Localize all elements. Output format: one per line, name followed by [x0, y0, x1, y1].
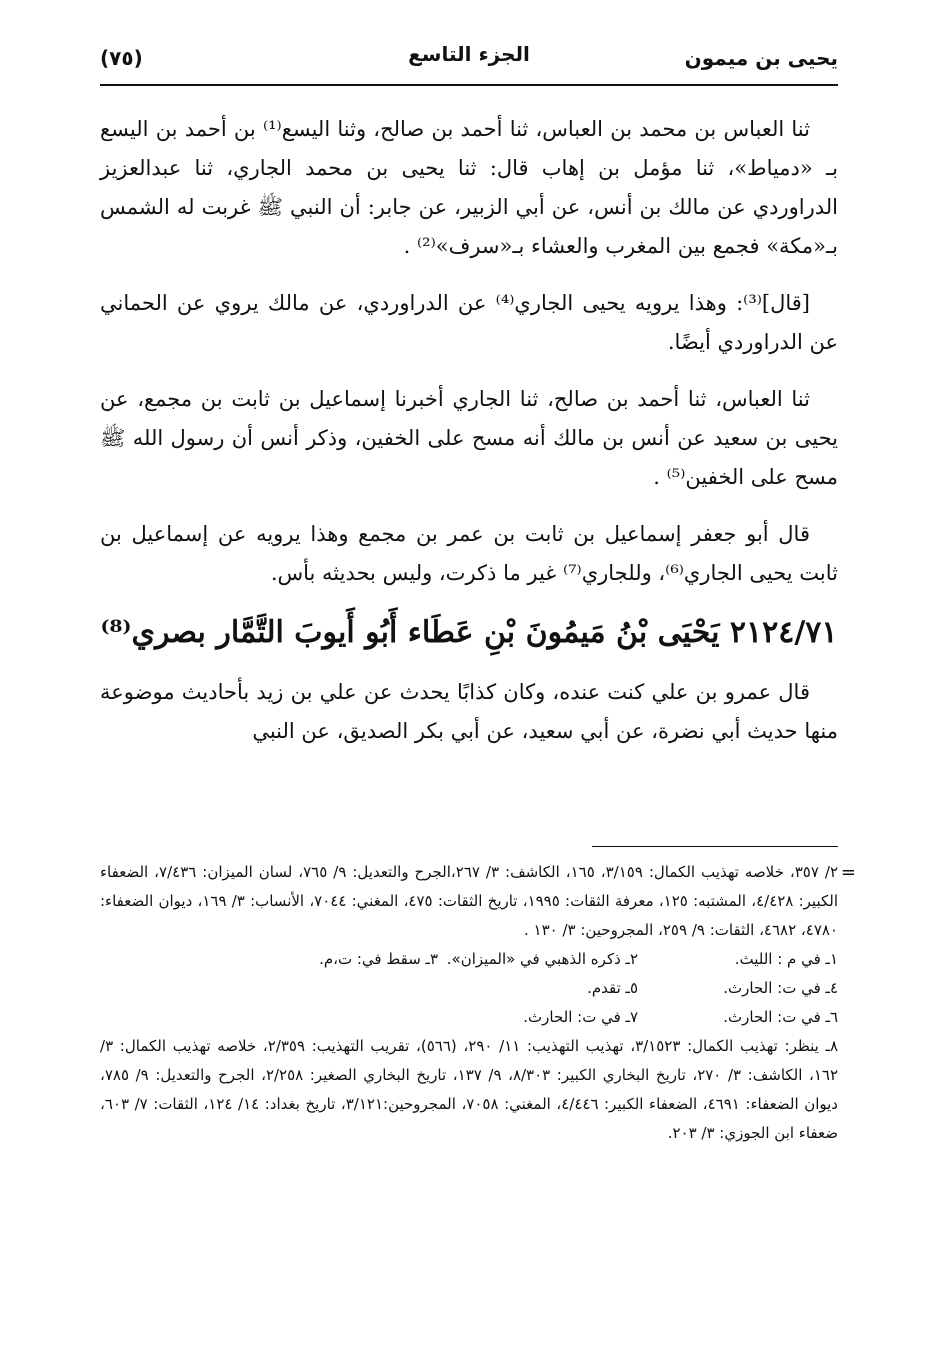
footnotes	[100, 858, 856, 1148]
footnote-row	[100, 974, 838, 1003]
footnote-7: ٧ـ في ت: الحارث.	[523, 1008, 638, 1026]
footnote-row	[100, 945, 838, 974]
footnote-8: ٨ـ ينظر: تهذيب الكمال: ٣/١٥٢٣، تهذيب التهذيب: ١١/ ٢٩٠، (٥٦٦)، تقريب التهذيب: ٢/٣٥٩، خلاصه تهذيب الكمال: ٣/ ١٦٢، الكاشف: ٣/ ٢٧٠، تاريخ البخاري الكبير: ٨/٣٠٣، ٩/ ١٣٧، تاريخ البخاري الصغير: ٢/٢٥٨، الجرح والتعديل: ٩/ ٧٨٥، ديوان الضعفاء: ٤٦٩١، الضعفاء الكبير: ٤/٤٤٦، المغني: ٧٠٥٨، المجروحين:٣/١٢١، تاريخ بغداد: ١٤/ ١٢٤، الثقات: ٧/ ٦٠٣، ضعفاء ابن الجوزي: ٣/ ٢٠٣.	[100, 1037, 839, 1142]
paragraph: قال أبو جعفر إسماعيل بن ثابت بن عمر بن مجمع وهذا يرويه عن إسماعيل بن ثابت يحيى الجاري⁽⁶⁾، وللجاري⁽⁷⁾ غير ما ذكرت، وليس بحديثه بأس.	[100, 522, 838, 585]
main-text	[100, 110, 838, 769]
paragraph: [قال]⁽³⁾: وهذا يرويه يحيى الجاري⁽⁴⁾ عن الدراوردي، عن مالك يروي عن الحماني عن الدراوردي أيضًا.	[100, 291, 838, 354]
page-header	[100, 38, 838, 78]
footnote-5: ٥ـ تقدم.	[587, 979, 638, 997]
footnote-4: ٤ـ في ت: الحارث.	[723, 979, 838, 997]
volume-label: الجزء التاسع	[408, 42, 530, 66]
paragraph: قال عمرو بن علي كنت عنده، وكان كذابًا يحدث عن علي بن زيد بأحاديث موضوعة منها حديث أبي نضرة، عن أبي سعيد، عن أبي بكر الصديق، عن النبي	[100, 680, 838, 743]
footnote-text: ٢/ ٣٥٧، خلاصه تهذيب الكمال: ٣/١٥٩، ١٦٥، الكاشف: ٣/ ٢٦٧،الجرح والتعديل: ٩/ ٧٦٥، لسان الميزان: ٧/٤٣٦، الضعفاء الكبير: ٤/٤٢٨، المشتبه: ١٢٥، معرفة الثقات: ١٩٩٥، تاريخ الثقات: ٤٧٥، المغني: ٧٠٤٤، الأنساب: ٣/ ١٦٩، ديوان الضعفاء: ٤٧٨٠، ٤٦٨٢، الثقات: ٩/ ٢٥٩، المجروحين: ٣/ ١٣٠ .	[100, 863, 839, 939]
paragraph: ثنا العباس، ثنا أحمد بن صالح، ثنا الجاري أخبرنا إسماعيل بن ثابت بن مجمع، عن يحيى بن سعيد عن أنس بن مالك أنه مسح على الخفين، وذكر أنس أن رسول الله ﷺ مسح على الخفين⁽⁵⁾ .	[100, 387, 838, 489]
running-title: يحيى بن ميمون	[684, 46, 838, 70]
footnote-divider	[592, 846, 838, 847]
footnote-6: ٦ـ في ت: الحارث.	[723, 1008, 838, 1026]
footnote-row	[100, 1003, 838, 1032]
footnote-1: ١ـ في م : الليث.	[734, 950, 838, 968]
entry-heading: ٢١٢٤/٧١ يَحْيَى بْنُ مَيمُونَ بْنِ عَطَاء أَبُو أَيوبَ التَّمَّار بصري⁽⁸⁾	[100, 615, 838, 650]
page-number: (٧٥)	[100, 46, 143, 70]
paragraph: ثنا العباس بن محمد بن العباس، ثنا أحمد بن صالح، وثنا اليسع⁽¹⁾ بن أحمد بن اليسع بـ «دمياط»، ثنا مؤمل بن إهاب قال: ثنا يحيى بن محمد الجاري، ثنا عبدالعزيز الدراوردي عن مالك بن أنس، عن أبي الزبير، عن جابر: أن النبي ﷺ غربت له الشمس بـ«مكة» فجمع بين المغرب والعشاء بـ«سرف»⁽²⁾ .	[100, 117, 838, 258]
header-divider	[100, 84, 838, 86]
continuation-mark: =	[840, 862, 856, 883]
footnote-continuation	[100, 858, 856, 945]
footnote-3: ٣ـ سقط في: ت،م.	[319, 950, 438, 968]
footnote-2: ٢ـ ذكره الذهبي في «الميزان».	[446, 950, 638, 968]
